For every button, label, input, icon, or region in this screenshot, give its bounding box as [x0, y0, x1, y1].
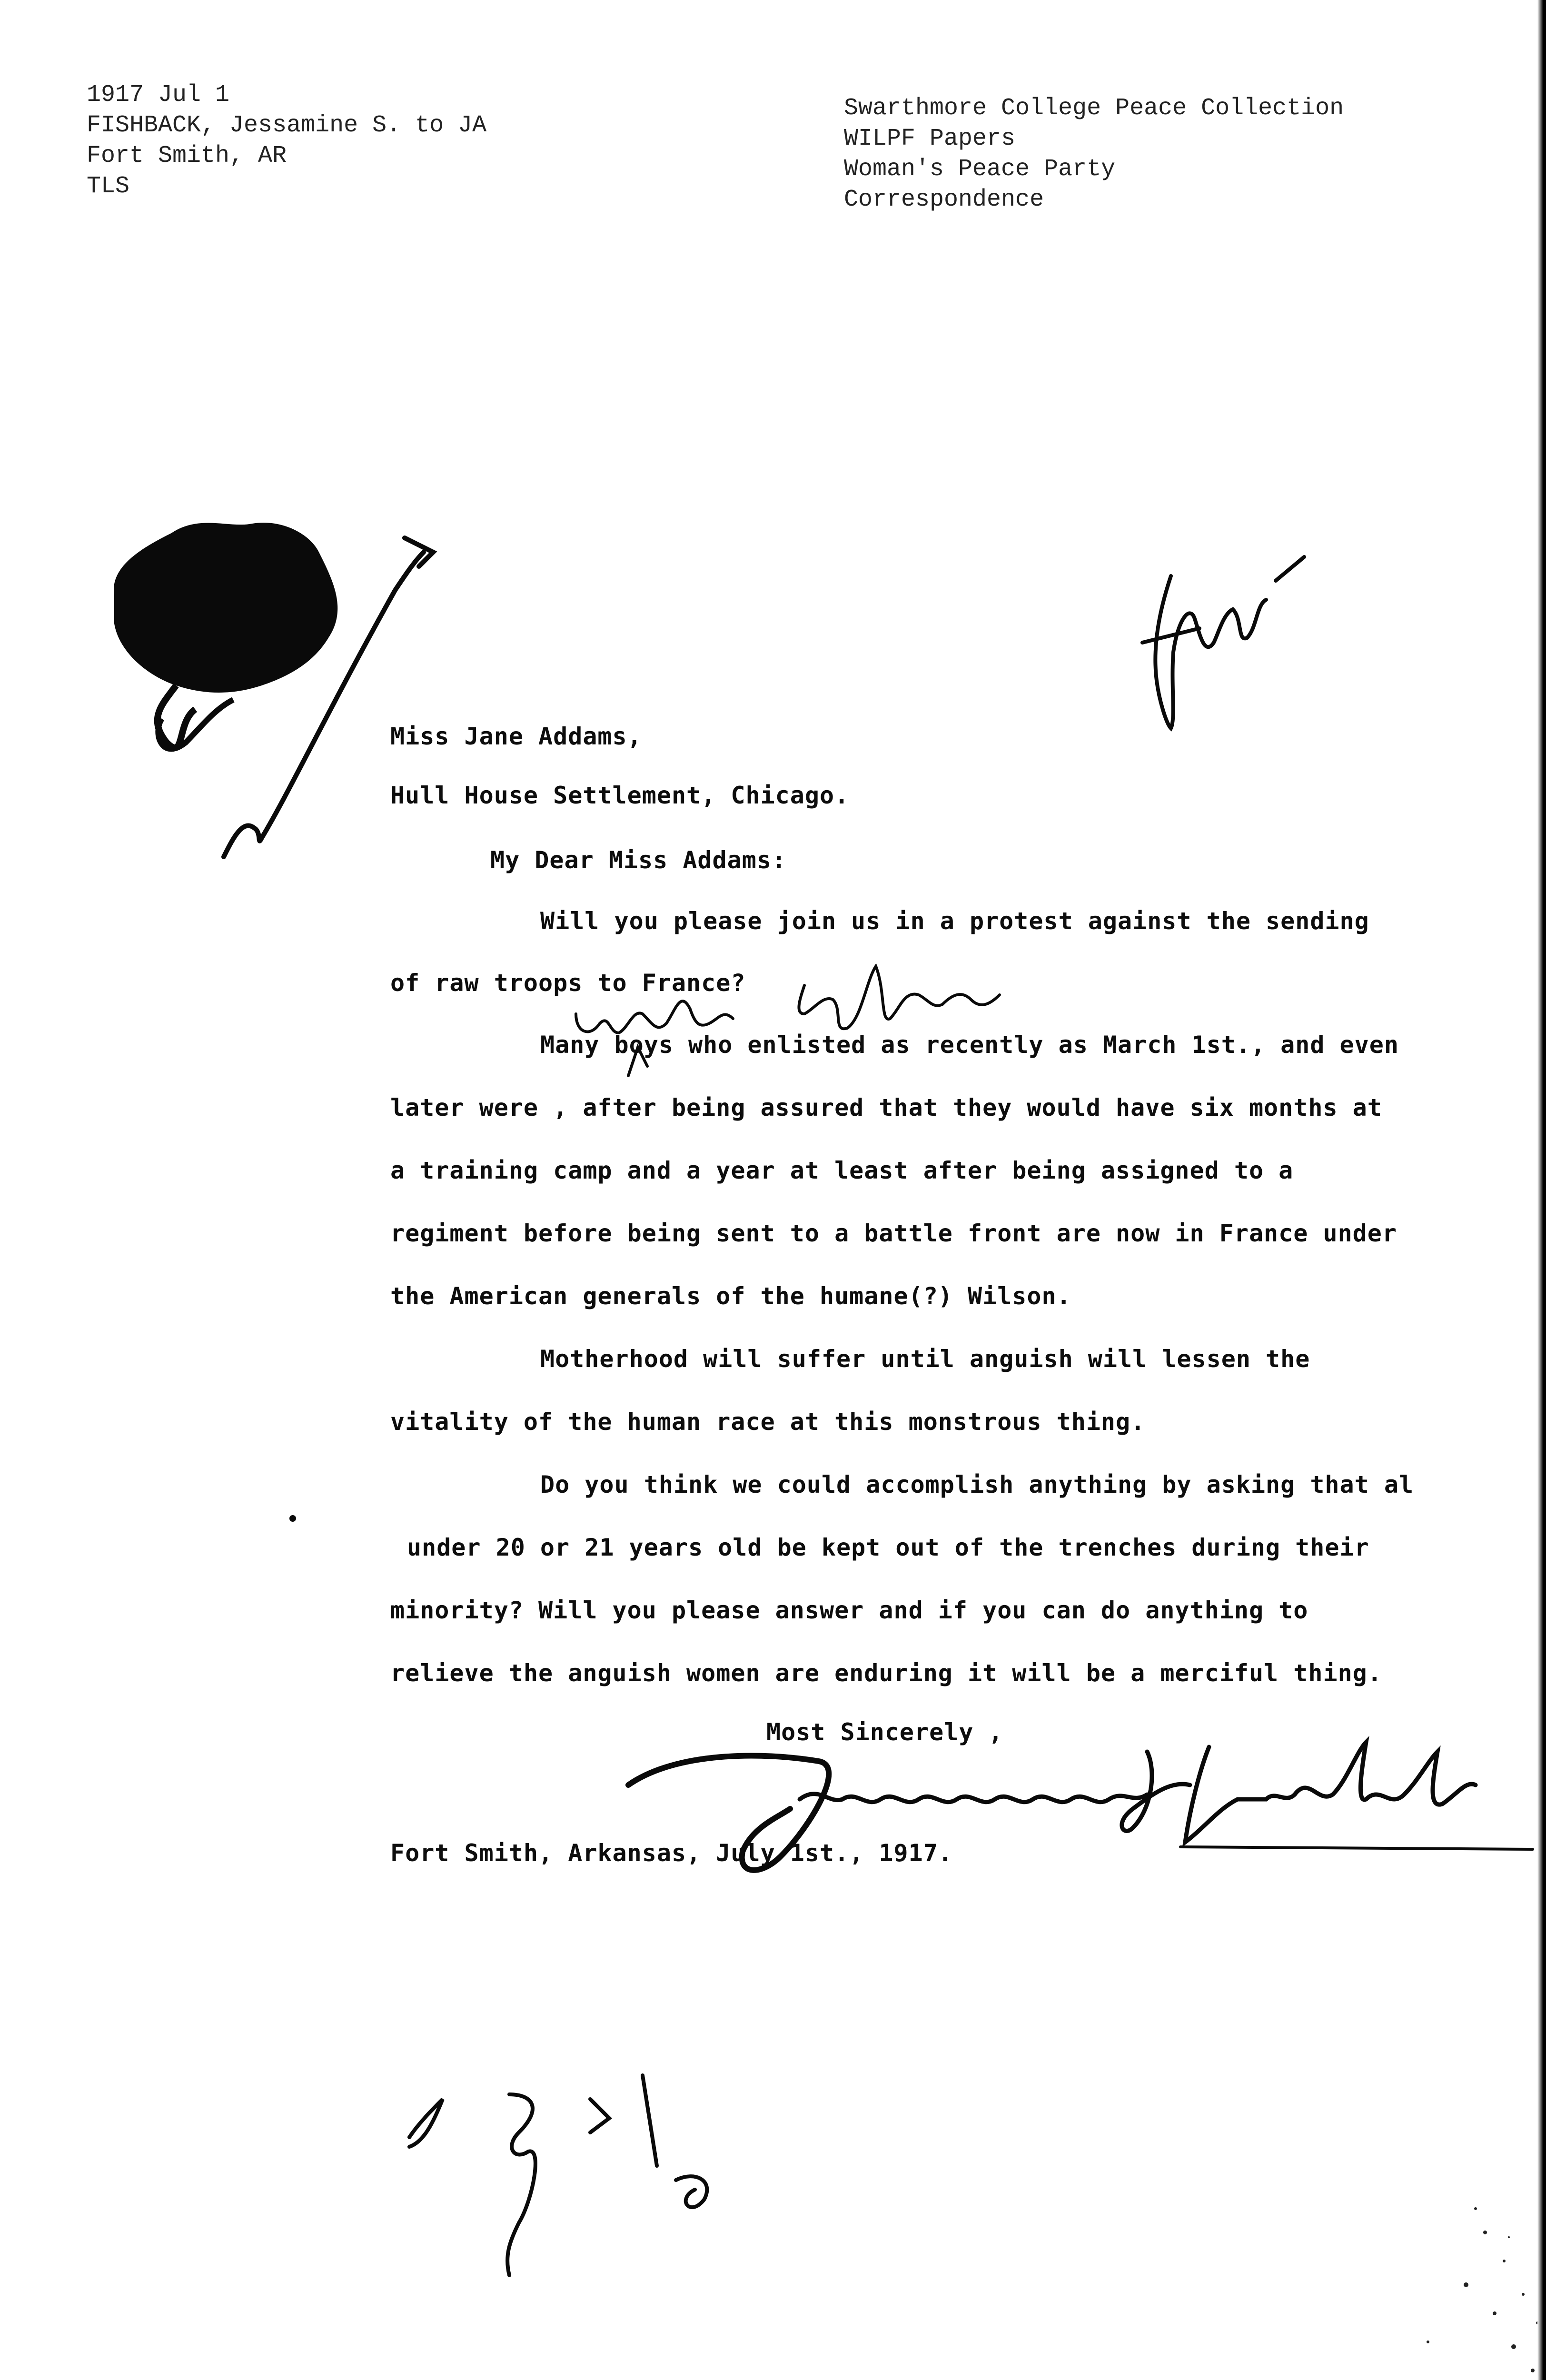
- body-line-5: a training camp and a year at least after being assigned to a: [390, 1157, 1294, 1184]
- collection-line-1: Swarthmore College Peace Collection: [844, 95, 1344, 122]
- closing: Most Sincerely ,: [766, 1718, 1003, 1746]
- stray-dot: [288, 1514, 297, 1523]
- body-line-4: later were , after being assured that they would have six months at: [390, 1094, 1382, 1121]
- collection-header: [844, 93, 1344, 215]
- catalog-date: 1917 Jul 1: [87, 81, 230, 109]
- bottom-handwritten-marks: [390, 2066, 762, 2285]
- ink-blot-checkmark: [90, 495, 471, 876]
- collection-line-4: Correspondence: [844, 186, 1044, 213]
- scan-noise: [1285, 2190, 1546, 2380]
- file-handwritten-mark: [1133, 547, 1333, 747]
- salutation: My Dear Miss Addams:: [490, 846, 787, 874]
- body-line-1: Will you please join us in a protest against the sending: [540, 907, 1369, 935]
- scan-edge: [1537, 0, 1546, 2380]
- collection-line-2: WILPF Papers: [844, 125, 1016, 152]
- body-line-12: minority? Will you please answer and if you can do anything to: [390, 1597, 1308, 1624]
- body-line-7: the American generals of the humane(?) Wilson.: [390, 1282, 1071, 1310]
- catalog-doc-type: TLS: [87, 173, 130, 200]
- body-line-6: regiment before being sent to a battle front are now in France under: [390, 1220, 1397, 1247]
- place-date: Fort Smith, Arkansas, July 1st., 1917.: [390, 1839, 953, 1867]
- addressee-name: Miss Jane Addams,: [390, 723, 642, 750]
- collection-line-3: Woman's Peace Party: [844, 156, 1116, 183]
- body-line-11: under 20 or 21 years old be kept out of the trenches during their: [407, 1534, 1369, 1561]
- addressee-address: Hull House Settlement, Chicago.: [390, 782, 850, 809]
- body-line-13: relieve the anguish women are enduring it will be a merciful thing.: [390, 1659, 1382, 1687]
- body-line-2: of raw troops to France?: [390, 969, 746, 997]
- body-line-9: vitality of the human race at this monstrous thing.: [390, 1408, 1146, 1436]
- catalog-place: Fort Smith, AR: [87, 142, 287, 169]
- body-line-3: Many boys who enlisted as recently as March 1st., and even: [540, 1031, 1399, 1059]
- catalog-author-recipient: FISHBACK, Jessamine S. to JA: [87, 112, 487, 139]
- body-line-10: Do you think we could accomplish anything by asking that al: [540, 1471, 1414, 1498]
- catalog-header: [87, 80, 486, 202]
- body-line-8: Motherhood will suffer until anguish will lessen the: [540, 1345, 1310, 1373]
